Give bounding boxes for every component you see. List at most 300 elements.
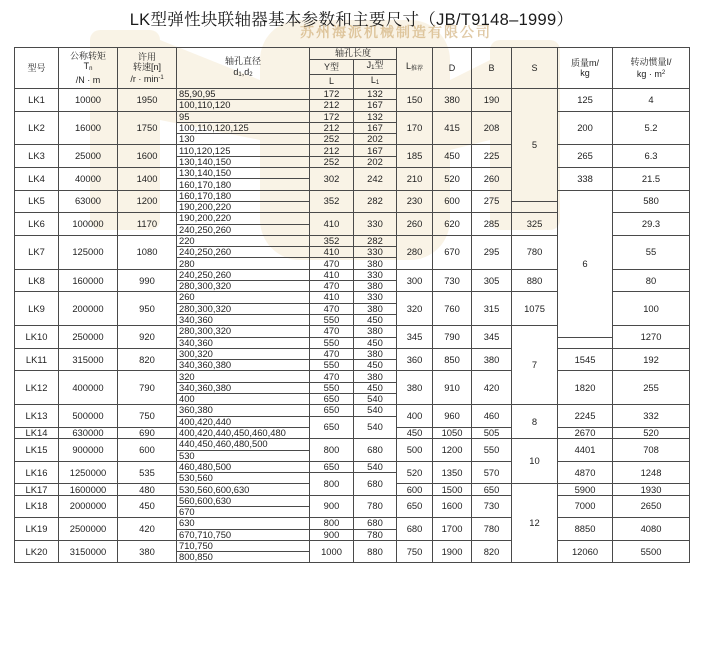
mass-cell: 7000 (558, 495, 613, 518)
speed-cell: 480 (118, 484, 177, 495)
table-row (15, 495, 690, 506)
B-cell: 570 (472, 461, 512, 484)
bore-cell: 100,110,120 (177, 100, 310, 111)
y-length-cell: 900 (310, 495, 354, 518)
bore-cell: 160,170,180 (177, 190, 310, 201)
inertia-cell: 21.5 (613, 168, 690, 191)
j-length-cell: 167 (354, 100, 397, 111)
y-length-cell: 550 (310, 314, 354, 325)
torque-cell: 400000 (59, 371, 118, 405)
inertia-cell: 708 (613, 439, 690, 462)
L-recommended-cell: 260 (397, 213, 433, 236)
bore-cell: 160,170,180 (177, 179, 310, 190)
D-cell: 520 (433, 168, 472, 191)
y-length-cell: 550 (310, 360, 354, 371)
mass-cell: 880 (512, 269, 558, 292)
L-recommended-cell: 170 (397, 111, 433, 145)
inertia-cell: 192 (613, 348, 690, 371)
bore-cell: 280,300,320 (177, 326, 310, 337)
speed-cell: 535 (118, 461, 177, 484)
torque-cell: 250000 (59, 326, 118, 349)
B-cell: 380 (472, 348, 512, 371)
speed-cell: 750 (118, 405, 177, 428)
speed-cell: 1600 (118, 145, 177, 168)
bore-cell: 100,110,120,125 (177, 122, 310, 133)
header-y-type: Y型 (310, 60, 354, 75)
table-row (15, 461, 690, 472)
bore-cell: 260 (177, 292, 310, 303)
bore-cell: 800,850 (177, 552, 310, 563)
B-cell: 190 (472, 89, 512, 112)
mass-cell: 125 (558, 89, 613, 112)
j-length-cell: 167 (354, 122, 397, 133)
speed-cell: 420 (118, 518, 177, 541)
y-length-cell: 410 (310, 292, 354, 303)
B-cell: 260 (472, 168, 512, 191)
L-recommended-cell: 750 (397, 540, 433, 563)
y-length-cell: 252 (310, 156, 354, 167)
L-recommended-cell: 345 (397, 326, 433, 349)
bore-cell: 710,750 (177, 540, 310, 551)
speed-cell: 1400 (118, 168, 177, 191)
model-cell: LK1 (15, 89, 59, 112)
y-length-cell: 252 (310, 134, 354, 145)
y-length-cell: 172 (310, 111, 354, 122)
bore-cell: 280,300,320 (177, 303, 310, 314)
mass-cell: 2245 (558, 405, 613, 428)
table-row (15, 168, 690, 179)
model-cell: LK15 (15, 439, 59, 462)
bore-cell: 130,140,150 (177, 168, 310, 179)
B-cell: 650 (472, 484, 512, 495)
bore-cell: 340,360,380 (177, 382, 310, 393)
L-recommended-cell: 300 (397, 269, 433, 292)
j-length-cell: 282 (354, 235, 397, 246)
model-cell: LK14 (15, 427, 59, 438)
torque-cell: 315000 (59, 348, 118, 371)
j-length-cell: 242 (354, 168, 397, 191)
D-cell: 1050 (433, 427, 472, 438)
D-cell: 1600 (433, 495, 472, 518)
j-length-cell: 380 (354, 348, 397, 359)
bore-cell: 400,420,440 (177, 416, 310, 427)
speed-cell: 600 (118, 439, 177, 462)
bore-cell: 340,360 (177, 314, 310, 325)
model-cell: LK8 (15, 269, 59, 292)
inertia-cell: 100 (613, 292, 690, 326)
bore-cell: 240,250,260 (177, 269, 310, 280)
model-cell: LK7 (15, 235, 59, 269)
y-length-cell: 352 (310, 190, 354, 213)
j-length-cell: 330 (354, 247, 397, 258)
j-length-cell: 132 (354, 111, 397, 122)
bore-cell: 400 (177, 394, 310, 405)
header-B: B (472, 48, 512, 89)
j-length-cell: 540 (354, 416, 397, 439)
header-L-recommended: $L_{推荐}$ (397, 48, 433, 89)
bore-cell: 670 (177, 506, 310, 517)
j-length-cell: 680 (354, 439, 397, 462)
D-cell: 1350 (433, 461, 472, 484)
S-cell: 7 (512, 326, 558, 405)
watermark-text: 苏州海派机械制造有限公司 (300, 25, 492, 41)
y-length-cell: 212 (310, 122, 354, 133)
B-cell: 295 (472, 235, 512, 269)
j-length-cell: 380 (354, 326, 397, 337)
inertia-cell: 80 (613, 269, 690, 292)
speed-cell: 1080 (118, 235, 177, 269)
D-cell: 910 (433, 371, 472, 405)
bore-cell: 190,200,220 (177, 201, 310, 212)
inertia-cell: 520 (613, 427, 690, 438)
table-row (15, 439, 690, 450)
mass-cell: 580 (613, 190, 690, 213)
y-length-cell: 172 (310, 89, 354, 100)
B-cell: 275 (472, 190, 512, 213)
table-row (15, 190, 690, 201)
speed-cell: 450 (118, 495, 177, 518)
j-length-cell: 132 (354, 89, 397, 100)
torque-cell: 1250000 (59, 461, 118, 484)
table-row (15, 540, 690, 551)
y-length-cell: 302 (310, 168, 354, 191)
model-cell: LK20 (15, 540, 59, 563)
speed-cell: 920 (118, 326, 177, 349)
bore-cell: 130 (177, 134, 310, 145)
L-recommended-cell: 650 (397, 495, 433, 518)
mass-cell: 4870 (558, 461, 613, 484)
j-length-cell: 780 (354, 495, 397, 518)
j-length-cell: 167 (354, 145, 397, 156)
y-length-cell: 650 (310, 394, 354, 405)
B-cell: 420 (472, 371, 512, 405)
speed-cell: 950 (118, 292, 177, 326)
L-recommended-cell: 600 (397, 484, 433, 495)
speed-cell: 380 (118, 540, 177, 563)
D-cell: 1200 (433, 439, 472, 462)
y-length-cell: 410 (310, 269, 354, 280)
S-cell: 5 (512, 89, 558, 202)
y-length-cell: 650 (310, 461, 354, 472)
bore-cell: 530,560 (177, 473, 310, 484)
table-row (15, 111, 690, 122)
inertia-cell: 255 (613, 371, 690, 405)
torque-cell: 3150000 (59, 540, 118, 563)
bore-cell: 400,420,440,450,460,480 (177, 427, 310, 438)
D-cell: 415 (433, 111, 472, 145)
spec-table (14, 47, 690, 563)
table-row (15, 145, 690, 156)
y-length-cell: 352 (310, 235, 354, 246)
speed-cell: 690 (118, 427, 177, 438)
S-cell: 10 (512, 439, 558, 484)
mass-cell: 5900 (558, 484, 613, 495)
header-y-L: L (310, 74, 354, 89)
y-length-cell: 212 (310, 100, 354, 111)
model-cell: LK19 (15, 518, 59, 541)
torque-cell: 25000 (59, 145, 118, 168)
torque-cell: 200000 (59, 292, 118, 326)
B-cell: 550 (472, 439, 512, 462)
model-cell: LK5 (15, 190, 59, 213)
model-cell: LK12 (15, 371, 59, 405)
L-recommended-cell: 185 (397, 145, 433, 168)
L-recommended-cell: 360 (397, 348, 433, 371)
L-recommended-cell: 680 (397, 518, 433, 541)
j-length-cell: 202 (354, 156, 397, 167)
L-recommended-cell: 230 (397, 190, 433, 213)
y-length-cell: 470 (310, 348, 354, 359)
y-length-cell: 470 (310, 326, 354, 337)
j-length-cell: 450 (354, 314, 397, 325)
S-cell: 6 (558, 190, 613, 337)
bore-cell: 190,200,220 (177, 213, 310, 224)
L-recommended-cell: 150 (397, 89, 433, 112)
model-cell: LK10 (15, 326, 59, 349)
model-cell: LK3 (15, 145, 59, 168)
j-length-cell: 780 (354, 529, 397, 540)
mass-cell: 265 (558, 145, 613, 168)
torque-cell: 16000 (59, 111, 118, 145)
inertia-cell: 5500 (613, 540, 690, 563)
L-recommended-cell: 520 (397, 461, 433, 484)
D-cell: 790 (433, 326, 472, 349)
bore-cell: 130,140,150 (177, 156, 310, 167)
L-recommended-cell: 500 (397, 439, 433, 462)
model-cell: LK18 (15, 495, 59, 518)
model-cell: LK2 (15, 111, 59, 145)
bore-cell: 280,300,320 (177, 281, 310, 292)
D-cell: 380 (433, 89, 472, 112)
D-cell: 760 (433, 292, 472, 326)
D-cell: 620 (433, 213, 472, 236)
j-length-cell: 330 (354, 269, 397, 280)
speed-cell: 1200 (118, 190, 177, 213)
bore-cell: 670,710,750 (177, 529, 310, 540)
D-cell: 1500 (433, 484, 472, 495)
mass-cell: 780 (512, 235, 558, 269)
mass-cell: 1270 (613, 326, 690, 349)
mass-cell: 8850 (558, 518, 613, 541)
bore-cell: 280 (177, 258, 310, 269)
header-S: S (512, 48, 558, 89)
y-length-cell: 410 (310, 247, 354, 258)
j-length-cell: 380 (354, 258, 397, 269)
inertia-cell: 29.3 (613, 213, 690, 236)
y-length-cell: 470 (310, 258, 354, 269)
model-cell: LK11 (15, 348, 59, 371)
D-cell: 450 (433, 145, 472, 168)
y-length-cell: 800 (310, 439, 354, 462)
torque-cell: 630000 (59, 427, 118, 438)
torque-cell: 40000 (59, 168, 118, 191)
bore-cell: 360,380 (177, 405, 310, 416)
header-bore-diameter: 轴孔直径 $d_1,d_2$ (177, 48, 310, 89)
L-recommended-cell: 320 (397, 292, 433, 326)
j-length-cell: 540 (354, 405, 397, 416)
header-bore-length: 轴孔长度 (310, 48, 397, 60)
D-cell: 1700 (433, 518, 472, 541)
B-cell: 345 (472, 326, 512, 349)
L-recommended-cell: 450 (397, 427, 433, 438)
header-j-type: $J_1$型 (354, 60, 397, 75)
model-cell: LK9 (15, 292, 59, 326)
j-length-cell: 380 (354, 281, 397, 292)
B-cell: 305 (472, 269, 512, 292)
inertia-cell: 4 (613, 89, 690, 112)
y-length-cell: 470 (310, 371, 354, 382)
j-length-cell: 202 (354, 134, 397, 145)
L-recommended-cell: 400 (397, 405, 433, 428)
model-cell: LK13 (15, 405, 59, 428)
y-length-cell: 550 (310, 382, 354, 393)
y-length-cell: 410 (310, 213, 354, 236)
bore-cell: 85,90,95 (177, 89, 310, 100)
y-length-cell: 470 (310, 303, 354, 314)
mass-cell: 1545 (558, 348, 613, 371)
D-cell: 960 (433, 405, 472, 428)
j-length-cell: 880 (354, 540, 397, 563)
D-cell: 670 (433, 235, 472, 269)
bore-cell: 530 (177, 450, 310, 461)
speed-cell: 790 (118, 371, 177, 405)
inertia-cell: 1248 (613, 461, 690, 484)
torque-cell: 1600000 (59, 484, 118, 495)
mass-cell: 1075 (512, 292, 558, 326)
j-length-cell: 330 (354, 213, 397, 236)
header-j-L1: $L_1$ (354, 74, 397, 89)
j-length-cell: 540 (354, 394, 397, 405)
speed-cell: 1750 (118, 111, 177, 145)
B-cell: 780 (472, 518, 512, 541)
y-length-cell: 800 (310, 473, 354, 496)
D-cell: 850 (433, 348, 472, 371)
bore-cell: 340,360 (177, 337, 310, 348)
L-recommended-cell: 210 (397, 168, 433, 191)
j-length-cell: 680 (354, 518, 397, 529)
spec-table-body (15, 89, 690, 563)
table-row (15, 405, 690, 416)
j-length-cell: 450 (354, 360, 397, 371)
inertia-cell: 2650 (613, 495, 690, 518)
B-cell: 505 (472, 427, 512, 438)
S-cell: 12 (512, 484, 558, 563)
inertia-cell: 332 (613, 405, 690, 428)
bore-cell: 630 (177, 518, 310, 529)
B-cell: 208 (472, 111, 512, 145)
bore-cell: 560,600,630 (177, 495, 310, 506)
mass-cell: 338 (558, 168, 613, 191)
bore-cell: 460,480,500 (177, 461, 310, 472)
mass-cell: 4401 (558, 439, 613, 462)
y-length-cell: 212 (310, 145, 354, 156)
mass-cell: 2670 (558, 427, 613, 438)
inertia-cell: 5.2 (613, 111, 690, 145)
D-cell: 1900 (433, 540, 472, 563)
bore-cell: 220 (177, 235, 310, 246)
j-length-cell: 680 (354, 473, 397, 496)
bore-cell: 300,320 (177, 348, 310, 359)
header-speed: 许用 转速[n] $/r \cdot \min^{-1}$ (118, 48, 177, 89)
mass-cell: 325 (512, 213, 558, 236)
bore-cell: 340,360,380 (177, 360, 310, 371)
mass-cell: 200 (558, 111, 613, 145)
mass-cell: 1820 (558, 371, 613, 405)
page-title: LK型弹性块联轴器基本参数和主要尺寸（JB/T9148–1999） (129, 11, 574, 29)
torque-cell: 2000000 (59, 495, 118, 518)
L-recommended-cell: 280 (397, 235, 433, 269)
table-row (15, 371, 690, 382)
mass-cell: 12060 (558, 540, 613, 563)
j-length-cell: 330 (354, 292, 397, 303)
table-row (15, 348, 690, 359)
torque-cell: 10000 (59, 89, 118, 112)
y-length-cell: 650 (310, 405, 354, 416)
y-length-cell: 900 (310, 529, 354, 540)
inertia-cell: 55 (613, 235, 690, 269)
S-cell: 8 (512, 405, 558, 439)
table-row (15, 89, 690, 100)
y-length-cell: 800 (310, 518, 354, 529)
y-length-cell: 470 (310, 281, 354, 292)
header-inertia: 转动惯量I/ kg · $m^2$ (613, 48, 690, 89)
speed-cell: 990 (118, 269, 177, 292)
bore-cell: 530,560,600,630 (177, 484, 310, 495)
torque-cell: 100000 (59, 213, 118, 236)
j-length-cell: 282 (354, 190, 397, 213)
model-cell: LK17 (15, 484, 59, 495)
j-length-cell: 380 (354, 371, 397, 382)
bore-cell: 240,250,260 (177, 247, 310, 258)
y-length-cell: 650 (310, 416, 354, 439)
y-length-cell: 1000 (310, 540, 354, 563)
header-D: D (433, 48, 472, 89)
bore-cell: 110,120,125 (177, 145, 310, 156)
B-cell: 315 (472, 292, 512, 326)
speed-cell: 1950 (118, 89, 177, 112)
table-row (15, 518, 690, 529)
header-mass: 质量m/ kg (558, 48, 613, 89)
model-cell: LK4 (15, 168, 59, 191)
j-length-cell: 540 (354, 461, 397, 472)
bore-cell: 440,450,460,480,500 (177, 439, 310, 450)
j-length-cell: 450 (354, 337, 397, 348)
header-torque: 公称转矩 $T_n$ /N · m (59, 48, 118, 89)
B-cell: 285 (472, 213, 512, 236)
j-length-cell: 450 (354, 382, 397, 393)
header-model: 型号 (15, 48, 59, 89)
D-cell: 730 (433, 269, 472, 292)
inertia-cell: 1930 (613, 484, 690, 495)
L-recommended-cell: 380 (397, 371, 433, 405)
j-length-cell: 380 (354, 303, 397, 314)
torque-cell: 900000 (59, 439, 118, 462)
B-cell: 820 (472, 540, 512, 563)
speed-cell: 1170 (118, 213, 177, 236)
model-cell: LK16 (15, 461, 59, 484)
torque-cell: 2500000 (59, 518, 118, 541)
inertia-cell: 4080 (613, 518, 690, 541)
inertia-cell: 6.3 (613, 145, 690, 168)
D-cell: 600 (433, 190, 472, 213)
torque-cell: 500000 (59, 405, 118, 428)
torque-cell: 125000 (59, 235, 118, 269)
bore-cell: 95 (177, 111, 310, 122)
torque-cell: 160000 (59, 269, 118, 292)
bore-cell: 240,250,260 (177, 224, 310, 235)
y-length-cell: 550 (310, 337, 354, 348)
speed-cell: 820 (118, 348, 177, 371)
